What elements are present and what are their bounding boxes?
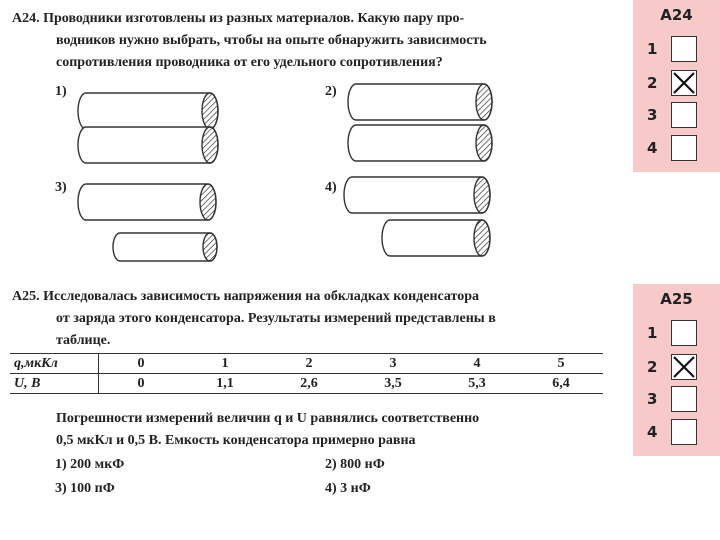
table-cell: 5 bbox=[519, 354, 603, 374]
question-a25-number: А25. bbox=[12, 289, 40, 304]
conductor-2b bbox=[348, 125, 492, 161]
conductor-4b bbox=[382, 220, 490, 256]
conductor-4a bbox=[344, 177, 490, 213]
question-a24-number: А24. bbox=[12, 11, 40, 26]
answer-option-number: 1 bbox=[647, 324, 658, 342]
table-cell: 5,3 bbox=[435, 374, 519, 394]
option-label-2: 2) bbox=[325, 84, 337, 99]
option-label-4: 4) bbox=[325, 180, 337, 195]
answer-checkbox-checked[interactable] bbox=[671, 354, 697, 380]
question-a24-line1 bbox=[12, 8, 487, 30]
answer-checkbox[interactable] bbox=[671, 135, 697, 161]
answer-checkbox[interactable] bbox=[671, 320, 697, 346]
answer-option-number: 3 bbox=[647, 390, 658, 408]
answer-panel-a24 bbox=[633, 0, 720, 172]
question-a24-line2: водников нужно выбрать, чтобы на опыте обнаружить зависимость bbox=[56, 33, 487, 48]
answer-4: 4) 3 нФ bbox=[325, 481, 371, 496]
answer-option-number: 3 bbox=[647, 106, 658, 124]
table-row-u bbox=[10, 374, 603, 394]
conductor-3b bbox=[113, 233, 217, 261]
option-label-1: 1) bbox=[55, 84, 67, 99]
question-a25 bbox=[12, 286, 496, 352]
conductor-3a bbox=[78, 184, 216, 220]
answer-panel-a24-title: А24 bbox=[660, 6, 693, 24]
answer-option-number: 2 bbox=[647, 74, 658, 92]
question-a25-line2: от заряда этого конденсатора. Результаты измерений представлены в bbox=[56, 311, 496, 326]
table-cell: 2,6 bbox=[267, 374, 351, 394]
answer-option-3[interactable] bbox=[633, 102, 720, 130]
question-a25-text: Исследовалась зависимость напряжения на обкладках конденсатора bbox=[43, 289, 480, 304]
conductor-2a bbox=[348, 84, 492, 120]
answer-checkbox[interactable] bbox=[671, 102, 697, 128]
question-a25-text2: 0,5 мкКл и 0,5 В. Емкость конденсатора примерно равна bbox=[56, 433, 416, 448]
answer-checkbox[interactable] bbox=[671, 419, 697, 445]
option-label-3: 3) bbox=[55, 180, 67, 195]
question-a24-line3: сопротивления проводника от его удельного сопротивления? bbox=[56, 55, 443, 70]
table-cell: 4 bbox=[435, 354, 519, 374]
table-row-q bbox=[10, 354, 603, 374]
answer-option-3[interactable] bbox=[633, 386, 720, 414]
answer-option-4[interactable] bbox=[633, 135, 720, 163]
table-cell: 6,4 bbox=[519, 374, 603, 394]
question-a24-text: Проводники изготовлены из разных материалов. Какую пару про- bbox=[43, 11, 465, 26]
answer-checkbox-checked[interactable] bbox=[671, 70, 697, 96]
answer-2: 2) 800 нФ bbox=[325, 457, 385, 472]
answer-checkbox[interactable] bbox=[671, 386, 697, 412]
answer-panel-a25 bbox=[633, 284, 720, 456]
check-x-icon bbox=[672, 355, 696, 379]
table-cell: 3 bbox=[351, 354, 435, 374]
conductor-1b bbox=[78, 127, 218, 163]
table-cell: 1 bbox=[183, 354, 267, 374]
table-cell: 2 bbox=[267, 354, 351, 374]
question-a25-line1 bbox=[12, 286, 496, 308]
question-a25-conditions bbox=[12, 408, 479, 452]
answer-option-number: 1 bbox=[647, 40, 658, 58]
table-cell: 1,1 bbox=[183, 374, 267, 394]
question-a25-text1: Погрешности измерений величин q и U равнялись соответственно bbox=[56, 411, 480, 426]
table-header-q: q,мкКл bbox=[10, 354, 99, 374]
table-cell: 0 bbox=[99, 354, 184, 374]
measurements-table bbox=[10, 353, 603, 394]
answer-3: 3) 100 пФ bbox=[55, 481, 115, 496]
answer-option-1[interactable] bbox=[633, 320, 720, 348]
answer-panel-a25-title: А25 bbox=[660, 290, 693, 308]
answer-option-number: 4 bbox=[647, 423, 658, 441]
answer-option-4[interactable] bbox=[633, 419, 720, 447]
table-cell: 3,5 bbox=[351, 374, 435, 394]
answer-option-number: 2 bbox=[647, 358, 658, 376]
table-header-u: U, В bbox=[10, 374, 99, 394]
conductor-1a bbox=[78, 93, 218, 129]
question-a24 bbox=[12, 8, 487, 74]
answer-option-1[interactable] bbox=[633, 36, 720, 64]
answer-option-2[interactable] bbox=[633, 70, 720, 98]
answer-option-number: 4 bbox=[647, 139, 658, 157]
answer-option-2[interactable] bbox=[633, 354, 720, 382]
answer-1: 1) 200 мкФ bbox=[55, 457, 125, 472]
answer-checkbox[interactable] bbox=[671, 36, 697, 62]
question-a25-line3: таблице. bbox=[56, 333, 111, 348]
table-cell: 0 bbox=[99, 374, 184, 394]
check-x-icon bbox=[672, 71, 696, 95]
